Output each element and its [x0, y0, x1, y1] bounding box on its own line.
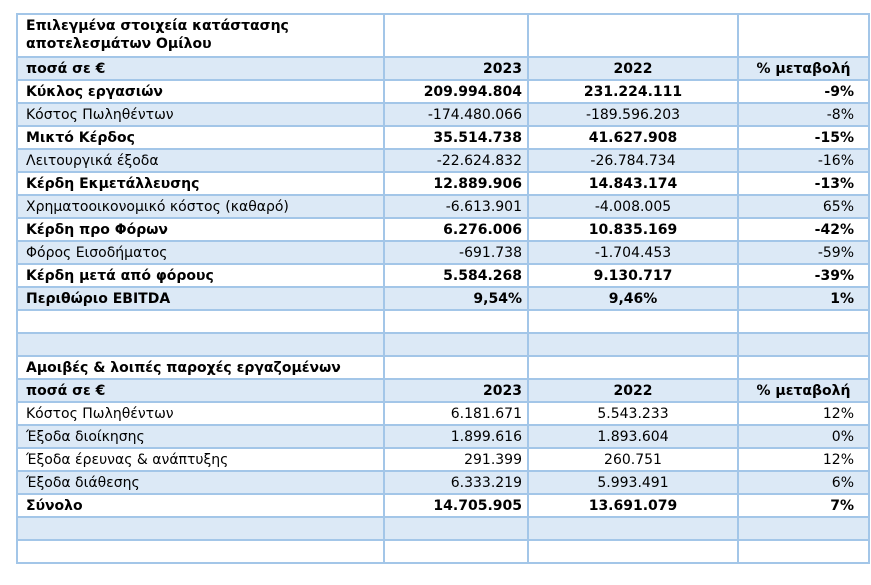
table-row	[17, 195, 869, 218]
empty-cell	[384, 14, 528, 57]
empty-cell	[528, 310, 738, 333]
value-2022-cell: -1.704.453	[528, 241, 738, 264]
table-row	[17, 126, 869, 149]
value-2023-cell: 6.276.006	[384, 218, 528, 241]
value-2023-cell: 1.899.616	[384, 425, 528, 448]
section1-title-row	[17, 14, 869, 57]
value-2022-cell: 10.835.169	[528, 218, 738, 241]
value-2023-cell: -174.480.066	[384, 103, 528, 126]
row-label-cell: Κύκλος εργασιών	[17, 80, 384, 103]
empty-cell	[384, 517, 528, 540]
row-label-cell: Έξοδα διάθεσης	[17, 471, 384, 494]
value-2022-cell: 5.543.233	[528, 402, 738, 425]
row-label-cell: Χρηματοοικονομικό κόστος (καθαρό)	[17, 195, 384, 218]
pct-change-cell: 7%	[738, 494, 869, 517]
empty-cell	[17, 517, 384, 540]
value-2022-cell: -4.008.005	[528, 195, 738, 218]
financial-summary-table	[16, 13, 870, 564]
value-2023-cell: 35.514.738	[384, 126, 528, 149]
row-label-cell: Έξοδα διοίκησης	[17, 425, 384, 448]
unit-label: ποσά σε €	[17, 379, 384, 402]
value-2022-cell: -189.596.203	[528, 103, 738, 126]
value-2023-cell: 6.333.219	[384, 471, 528, 494]
empty-cell	[384, 356, 528, 379]
value-2022-cell: 13.691.079	[528, 494, 738, 517]
value-2022-cell: 231.224.111	[528, 80, 738, 103]
section2-title: Αμοιβές & λοιπές παροχές εργαζομένων	[17, 356, 384, 379]
value-2022-cell: -26.784.734	[528, 149, 738, 172]
table-row	[17, 264, 869, 287]
value-2022-cell: 1.893.604	[528, 425, 738, 448]
value-2023-cell: -22.624.832	[384, 149, 528, 172]
column-header-2022: 2022	[528, 57, 738, 80]
section1-title: Επιλεγμένα στοιχεία κατάστασης αποτελεσμάτων Ομίλου	[17, 14, 384, 57]
pct-change-cell: -8%	[738, 103, 869, 126]
section1-header-row	[17, 57, 869, 80]
column-header-change: % μεταβολή	[738, 379, 869, 402]
row-label-cell: Λειτουργικά έξοδα	[17, 149, 384, 172]
value-2023-cell: 14.705.905	[384, 494, 528, 517]
spacer-row	[17, 517, 869, 540]
empty-cell	[738, 356, 869, 379]
value-2022-cell: 9.130.717	[528, 264, 738, 287]
row-label-cell: Περιθώριο EBITDA	[17, 287, 384, 310]
empty-cell	[384, 333, 528, 356]
value-2023-cell: 9,54%	[384, 287, 528, 310]
empty-cell	[528, 356, 738, 379]
empty-cell	[738, 333, 869, 356]
row-label-cell: Κόστος Πωληθέντων	[17, 402, 384, 425]
column-header-2023: 2023	[384, 57, 528, 80]
pct-change-cell: -59%	[738, 241, 869, 264]
pct-change-cell: 0%	[738, 425, 869, 448]
spacer-row	[17, 540, 869, 563]
value-2022-cell: 5.993.491	[528, 471, 738, 494]
table-row	[17, 149, 869, 172]
table-row	[17, 241, 869, 264]
empty-cell	[738, 540, 869, 563]
empty-cell	[738, 310, 869, 333]
table-row	[17, 402, 869, 425]
row-label-cell: Κόστος Πωληθέντων	[17, 103, 384, 126]
value-2023-cell: 291.399	[384, 448, 528, 471]
pct-change-cell: 1%	[738, 287, 869, 310]
row-label-cell: Έξοδα έρευνας & ανάπτυξης	[17, 448, 384, 471]
empty-cell	[528, 540, 738, 563]
value-2023-cell: 12.889.906	[384, 172, 528, 195]
pct-change-cell: 6%	[738, 471, 869, 494]
value-2023-cell: -691.738	[384, 241, 528, 264]
empty-cell	[528, 517, 738, 540]
pct-change-cell: -42%	[738, 218, 869, 241]
empty-cell	[528, 14, 738, 57]
column-header-change: % μεταβολή	[738, 57, 869, 80]
empty-cell	[738, 517, 869, 540]
value-2023-cell: 6.181.671	[384, 402, 528, 425]
spacer-row	[17, 310, 869, 333]
row-label-cell: Φόρος Εισοδήματος	[17, 241, 384, 264]
table-row	[17, 218, 869, 241]
row-label-cell: Κέρδη Εκμετάλλευσης	[17, 172, 384, 195]
row-label-cell: Μικτό Κέρδος	[17, 126, 384, 149]
row-label-cell: Κέρδη μετά από φόρους	[17, 264, 384, 287]
table-row	[17, 103, 869, 126]
value-2022-cell: 41.627.908	[528, 126, 738, 149]
pct-change-cell: -16%	[738, 149, 869, 172]
section2-title-row	[17, 356, 869, 379]
table-row	[17, 287, 869, 310]
table-row	[17, 172, 869, 195]
empty-cell	[528, 333, 738, 356]
pct-change-cell: 12%	[738, 402, 869, 425]
value-2023-cell: 209.994.804	[384, 80, 528, 103]
pct-change-cell: 12%	[738, 448, 869, 471]
table-row	[17, 494, 869, 517]
empty-cell	[384, 310, 528, 333]
pct-change-cell: -15%	[738, 126, 869, 149]
empty-cell	[738, 14, 869, 57]
pct-change-cell: -9%	[738, 80, 869, 103]
value-2022-cell: 9,46%	[528, 287, 738, 310]
empty-cell	[384, 540, 528, 563]
empty-cell	[17, 540, 384, 563]
column-header-2023: 2023	[384, 379, 528, 402]
empty-cell	[17, 310, 384, 333]
row-label-cell: Σύνολο	[17, 494, 384, 517]
column-header-2022: 2022	[528, 379, 738, 402]
empty-cell	[17, 333, 384, 356]
table-row	[17, 80, 869, 103]
table-row	[17, 471, 869, 494]
spacer-row	[17, 333, 869, 356]
pct-change-cell: -13%	[738, 172, 869, 195]
table-row	[17, 425, 869, 448]
table-row	[17, 448, 869, 471]
value-2023-cell: 5.584.268	[384, 264, 528, 287]
value-2022-cell: 260.751	[528, 448, 738, 471]
section2-header-row	[17, 379, 869, 402]
pct-change-cell: 65%	[738, 195, 869, 218]
unit-label: ποσά σε €	[17, 57, 384, 80]
value-2023-cell: -6.613.901	[384, 195, 528, 218]
row-label-cell: Κέρδη προ Φόρων	[17, 218, 384, 241]
pct-change-cell: -39%	[738, 264, 869, 287]
value-2022-cell: 14.843.174	[528, 172, 738, 195]
